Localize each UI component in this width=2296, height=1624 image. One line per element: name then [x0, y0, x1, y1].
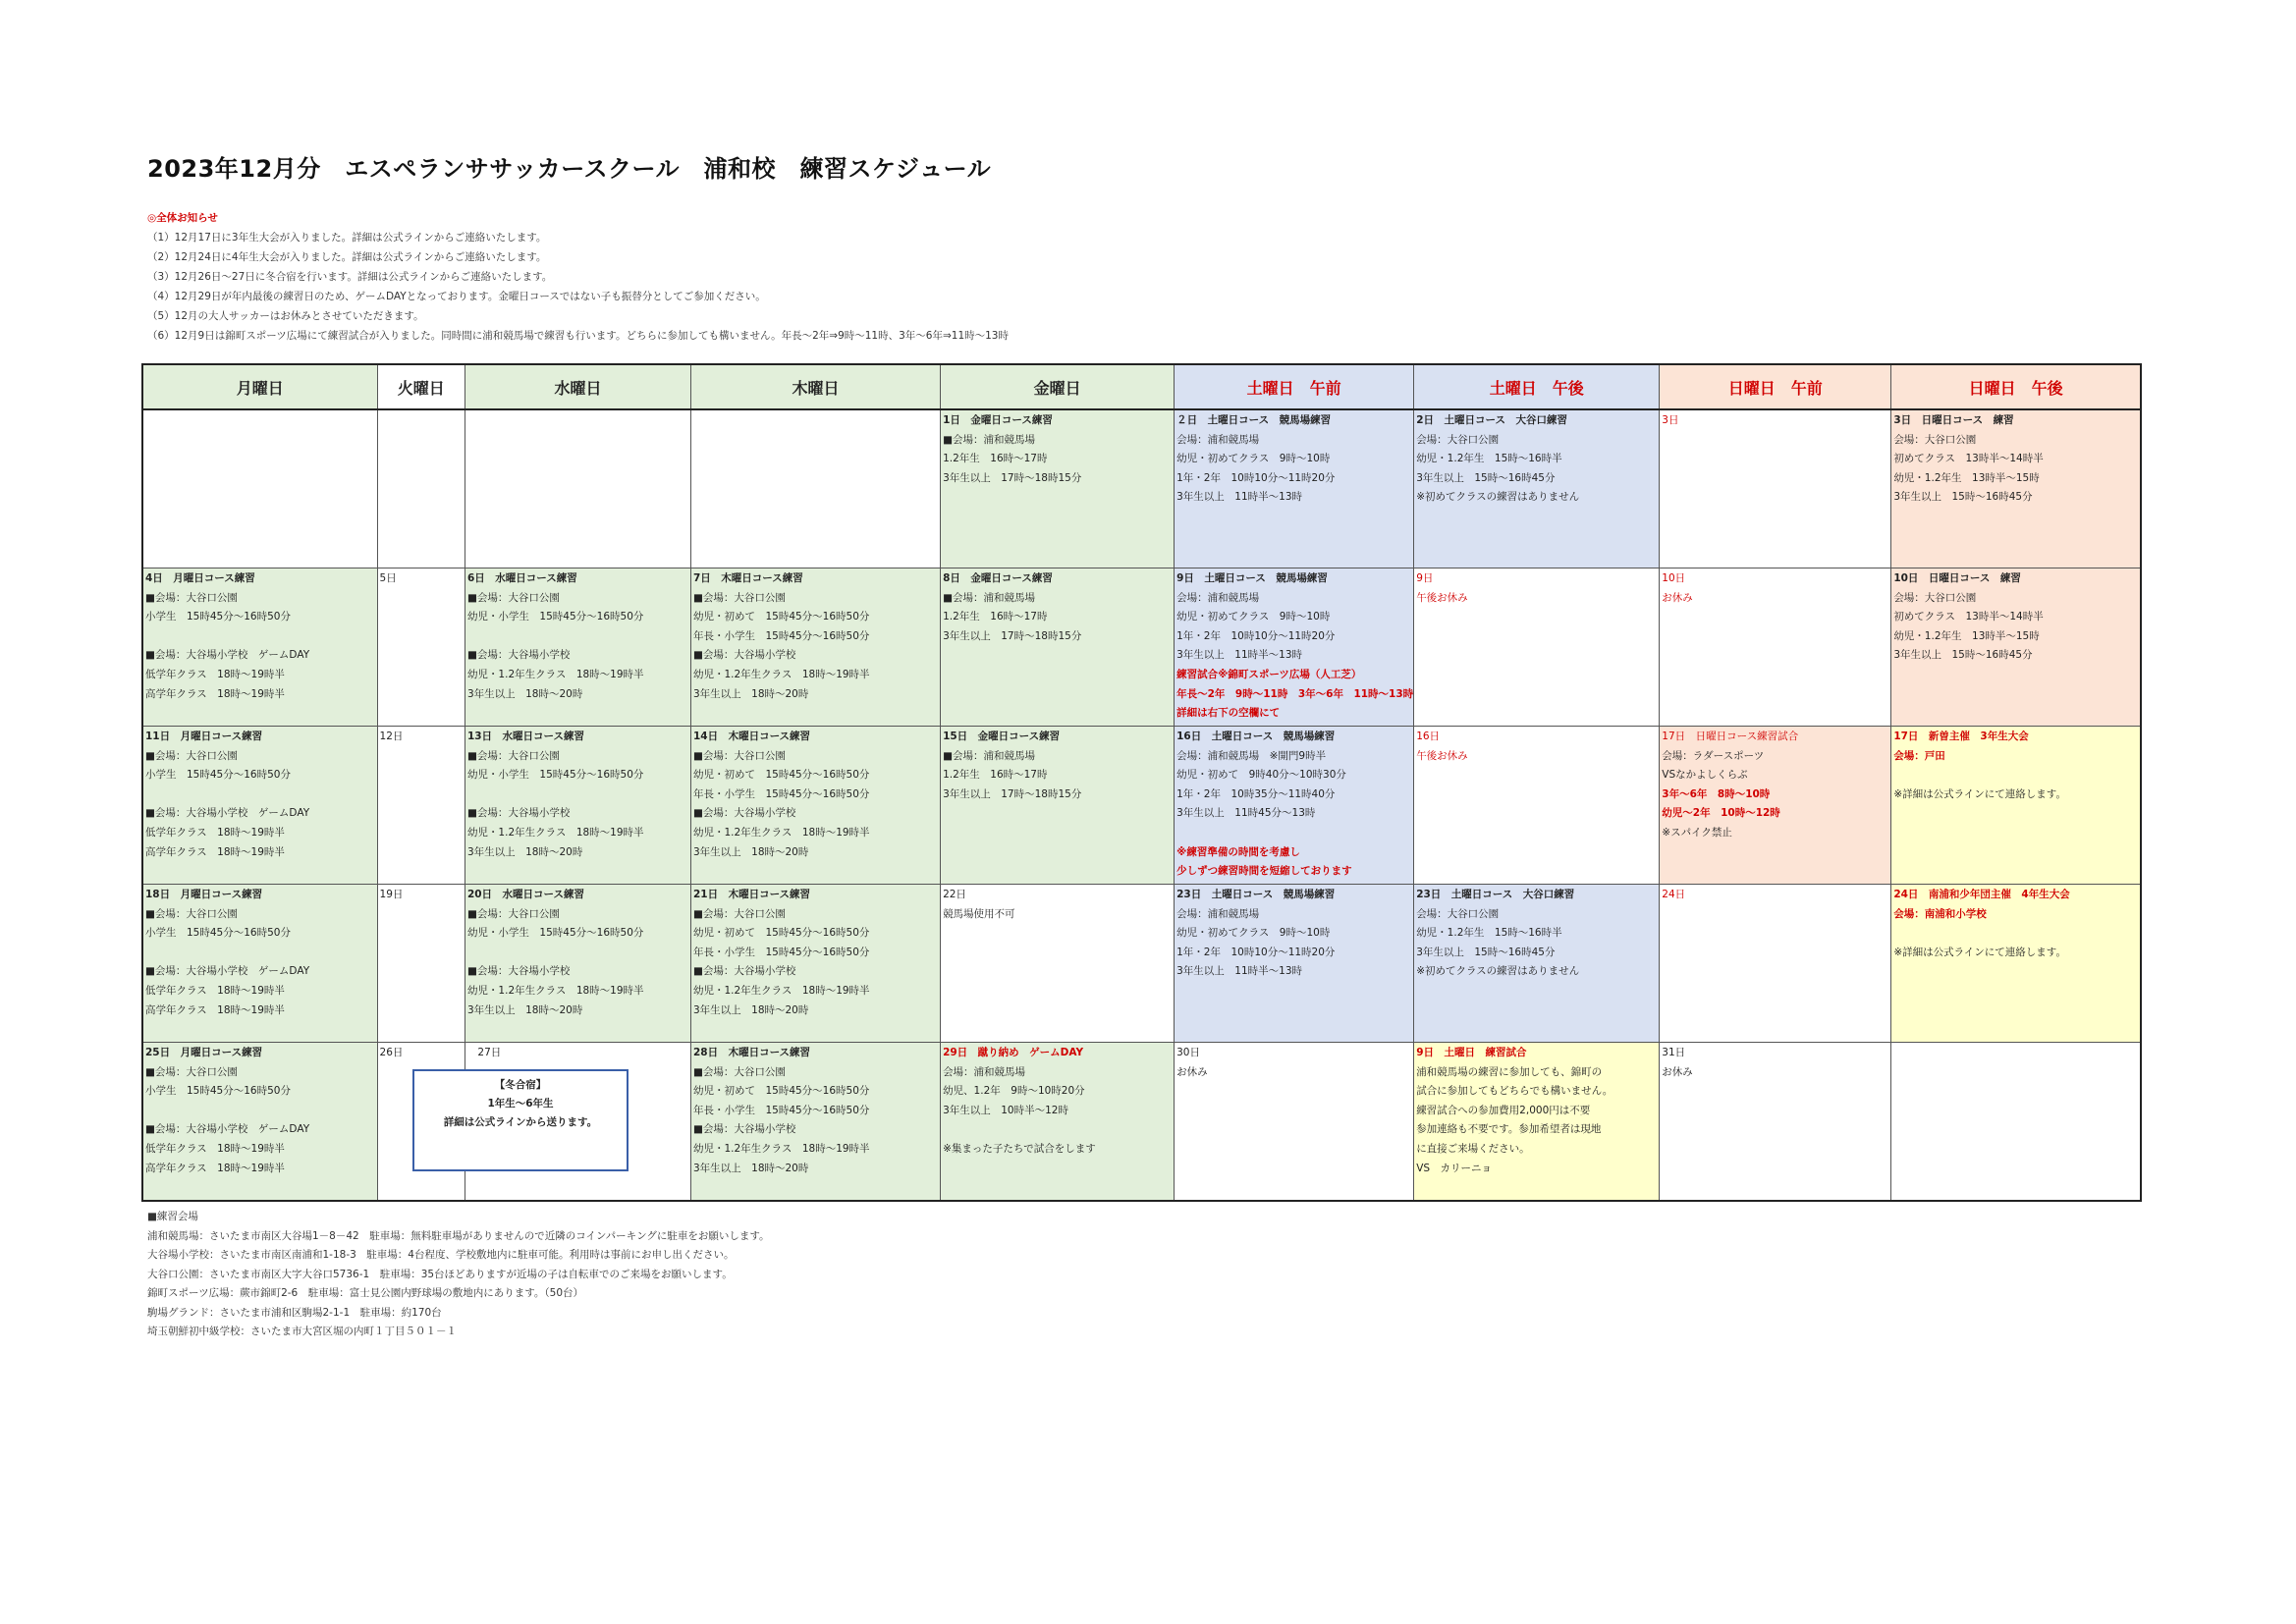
day-cell [1175, 568, 1414, 727]
day-cell [142, 727, 377, 885]
schedule-line: 3年生以上 18時～20時 [466, 1003, 583, 1016]
schedule-line: 3年生以上 10時半～12時 [943, 1104, 1068, 1116]
day-heading: 28日 木曜日コース練習 [692, 1047, 811, 1058]
schedule-line: 3年生以上 11時半～13時 [1176, 491, 1303, 504]
header-friday: 金曜日 [941, 364, 1175, 409]
schedule-line: 会場：浦和競馬場 [1176, 907, 1260, 920]
header-monday: 月曜日 [142, 364, 377, 409]
page-title: 2023年12月分 エスペランササッカースクール 浦和校 練習スケジュール [147, 155, 992, 183]
schedule-line: 3年生以上 18時～20時 [466, 687, 583, 700]
day-heading: 24日 南浦和少年団主催 4年生大会 [1893, 889, 2070, 900]
day-heading: 23日 土曜日コース 大谷口練習 [1416, 889, 1575, 900]
schedule-line: ※初めてクラスの練習はありません [1416, 491, 1580, 504]
schedule-line: ■会場：大谷口公園 [466, 907, 560, 920]
day-heading: 6日 水曜日コース練習 [466, 572, 577, 584]
schedule-line: 幼児・1.2年生クラス 18時～19時半 [692, 668, 870, 680]
schedule-line: ■会場：浦和競馬場 [943, 749, 1035, 762]
winter-camp-box [412, 1069, 629, 1171]
day-heading: 16日 土曜日コース 競馬場練習 [1176, 731, 1336, 742]
schedule-line: ※練習準備の時間を考慮し [1176, 845, 1300, 858]
schedule-line: 会場：大谷口公園 [1893, 433, 1977, 446]
schedule-line: 幼児・1.2年生クラス 18時～19時半 [466, 984, 644, 997]
venue-list [147, 1208, 770, 1342]
schedule-line: ■会場：浦和競馬場 [943, 591, 1035, 604]
schedule-line: 1.2年生 16時～17時 [943, 611, 1048, 623]
day-heading: 12日 [379, 731, 404, 742]
schedule-line: 高学年クラス 18時～19時半 [145, 1003, 285, 1016]
schedule-line: 幼児・初めて 15時45分～16時50分 [692, 1085, 870, 1098]
day-heading: 11日 月曜日コース練習 [145, 731, 263, 742]
schedule-line: 幼児・初めてクラス 9時～10時 [1176, 611, 1331, 623]
day-cell [941, 409, 1175, 568]
schedule-line: 3年生以上 15時～16時45分 [1416, 946, 1556, 958]
schedule-line: お休み [1662, 1065, 1693, 1078]
schedule-line: 幼児～2年 10時～12時 [1662, 807, 1780, 820]
schedule-line: ■会場：大谷口公園 [692, 591, 786, 604]
notice-item: （3）12月26日～27日に冬合宿を行います。詳細は公式ラインからご連絡いたします。 [147, 271, 553, 283]
schedule-line: 幼児・1.2年生 13時半～15時 [1893, 629, 2040, 642]
header-thursday: 木曜日 [690, 364, 940, 409]
schedule-line: ■会場：大谷場小学校 [692, 807, 796, 820]
venue-item: 駒場グランド：さいたま市浦和区駒場2-1-1 駐車場：約170台 [147, 1306, 442, 1319]
day-cell [1660, 568, 1891, 727]
schedule-line: 小学生 15時45分～16時50分 [145, 927, 291, 940]
schedule-line: ■会場：大谷場小学校 [466, 965, 571, 978]
schedule-line: ■会場：大谷場小学校 ゲームDAY [145, 649, 310, 662]
header-saturday-pm: 土曜日 午後 [1414, 364, 1660, 409]
day-cell [941, 727, 1175, 885]
day-heading: 3日 [1662, 414, 1679, 426]
day-heading: 7日 木曜日コース練習 [692, 572, 803, 584]
day-heading: 29日 蹴り納め ゲームDAY [943, 1047, 1084, 1058]
schedule-line [145, 627, 375, 647]
day-heading: 21日 木曜日コース練習 [692, 889, 811, 900]
schedule-line: 3年生以上 15時～16時45分 [1893, 649, 2033, 662]
schedule-line: 1年・2年 10時35分～11時40分 [1176, 787, 1336, 800]
notices-heading: ◎全体お知らせ [147, 212, 218, 224]
schedule-line: 年長・小学生 15時45分～16時50分 [692, 629, 870, 642]
schedule-line: ■会場：大谷口公園 [145, 749, 238, 762]
schedule-line: 低学年クラス 18時～19時半 [145, 668, 285, 680]
schedule-line [467, 627, 688, 647]
schedule-line: 3年生以上 18時～20時 [692, 845, 809, 858]
day-cell [1891, 885, 2141, 1043]
day-heading: 27日 [466, 1047, 502, 1058]
day-heading: 14日 木曜日コース練習 [692, 731, 811, 742]
day-heading: 18日 月曜日コース練習 [145, 889, 263, 900]
day-cell [465, 568, 690, 727]
schedule-line: 年長・小学生 15時45分～16時50分 [692, 946, 870, 958]
day-cell [1414, 409, 1660, 568]
week-row [142, 885, 2141, 1043]
schedule-line: ■会場：大谷口公園 [145, 591, 238, 604]
week-row [142, 568, 2141, 727]
schedule-line: 幼児・小学生 15時45分～16時50分 [466, 769, 644, 782]
schedule-line: 試合に参加してもどちらでも構いません。 [1416, 1085, 1613, 1098]
notice-item: （2）12月24日に4年生大会が入りました。詳細は公式ラインからご連絡いたします。 [147, 251, 547, 263]
day-cell [941, 568, 1175, 727]
schedule-line: ■会場：大谷場小学校 ゲームDAY [145, 965, 310, 978]
day-cell [690, 885, 940, 1043]
schedule-line: 会場：浦和競馬場 [1176, 433, 1260, 446]
day-heading: 5日 [379, 572, 397, 584]
notice-item: （1）12月17日に3年生大会が入りました。詳細は公式ラインからご連絡いたします。 [147, 232, 547, 244]
day-cell [690, 727, 940, 885]
day-heading: 16日 [1416, 731, 1441, 742]
schedule-line: 3年生以上 11時半～13時 [1176, 649, 1303, 662]
venue-item: 埼玉朝鮮初中級学校：さいたま市大宮区堀の内町１丁目５０１－１ [147, 1326, 457, 1337]
schedule-line: 練習試合※錦町スポーツ広場（人工芝） [1176, 668, 1362, 680]
schedule-line: 会場：浦和競馬場 [1176, 591, 1260, 604]
schedule-line: ■会場：大谷口公園 [145, 1065, 238, 1078]
schedule-line: 会場：南浦和小学校 [1893, 907, 1987, 920]
schedule-line: 幼児・初めて 9時40分～10時30分 [1176, 769, 1346, 782]
header-tuesday: 火曜日 [377, 364, 465, 409]
day-cell [690, 409, 940, 568]
venue-item: 錦町スポーツ広場：蕨市錦町2-6 駐車場：富士見公園内野球場の敷地内にあります。（50台） [147, 1287, 583, 1299]
venues-heading: ■練習会場 [147, 1211, 198, 1222]
schedule-line: 競馬場使用不可 [943, 907, 1015, 920]
notice-item: （6）12月9日は錦町スポーツ広場にて練習試合が入りました。同時間に浦和競馬場で練習も行います。どちらに参加しても構いません。年長～2年⇒9時～11時、3年～6年⇒11時～13時 [147, 330, 1009, 342]
schedule-line: に直接ご来場ください。 [1416, 1142, 1530, 1155]
day-cell [377, 568, 465, 727]
day-cell [1891, 1043, 2141, 1202]
notice-item: （5）12月の大人サッカーはお休みとさせていただきます。 [147, 310, 424, 322]
schedule-line: VS カリーニョ [1416, 1162, 1493, 1174]
schedule-line: 幼児・1.2年生 15時～16時半 [1416, 453, 1562, 465]
schedule-line: ※詳細は公式ラインにて連絡します。 [1893, 787, 2066, 800]
schedule-line: 幼児・初めて 15時45分～16時50分 [692, 927, 870, 940]
week-row [142, 409, 2141, 568]
camp-details: 詳細は公式ラインから送ります。 [443, 1116, 598, 1128]
day-heading: 17日 日曜日コース練習試合 [1662, 731, 1799, 742]
notice-item: （4）12月29日が年内最後の練習日のため、ゲームDAYとなっております。金曜日コースではない子も振替分としてご参加ください。 [147, 291, 766, 302]
schedule-line: 幼児・1.2年生クラス 18時～19時半 [466, 826, 644, 839]
schedule-line: 年長～2年 9時～11時 3年～6年 11時～13時 [1176, 687, 1414, 700]
day-cell [941, 1043, 1175, 1202]
schedule-line: 1.2年生 16時～17時 [943, 453, 1048, 465]
schedule-line: 幼児・小学生 15時45分～16時50分 [466, 927, 644, 940]
day-cell [377, 885, 465, 1043]
schedule-line: 高学年クラス 18時～19時半 [145, 845, 285, 858]
schedule-line: 小学生 15時45分～16時50分 [145, 769, 291, 782]
day-cell [1660, 727, 1891, 885]
schedule-line: ■会場：大谷場小学校 [692, 965, 796, 978]
schedule-line: 会場：浦和競馬場 [943, 1065, 1026, 1078]
schedule-line: 会場：大谷口公園 [1416, 907, 1500, 920]
day-heading: 9日 土曜日コース 競馬場練習 [1176, 572, 1328, 584]
day-cell [1414, 885, 1660, 1043]
header-saturday-am: 土曜日 午前 [1175, 364, 1414, 409]
schedule-line: ※集まった子たちで試合をします [943, 1142, 1096, 1155]
schedule-line: 詳細は右下の空欄にて [1176, 707, 1281, 720]
day-cell [1660, 885, 1891, 1043]
schedule-line: ■会場：大谷口公園 [692, 907, 786, 920]
header-wednesday: 水曜日 [465, 364, 690, 409]
schedule-line: 午後お休み [1416, 749, 1468, 762]
schedule-line: 低学年クラス 18時～19時半 [145, 984, 285, 997]
schedule-line: 参加連絡も不要です。参加希望者は現地 [1416, 1123, 1602, 1136]
schedule-line: 幼児、1.2年 9時～10時20分 [943, 1085, 1085, 1098]
day-cell [142, 1043, 377, 1202]
schedule-line: 年長・小学生 15時45分～16時50分 [692, 1104, 870, 1116]
schedule-line: ■会場：大谷口公園 [466, 749, 560, 762]
schedule-line [1176, 824, 1411, 843]
schedule-line: 1.2年生 16時～17時 [943, 769, 1048, 782]
schedule-line: ※初めてクラスの練習はありません [1416, 965, 1580, 978]
day-cell [142, 409, 377, 568]
day-cell [1175, 1043, 1414, 1202]
schedule-line [943, 1120, 1172, 1140]
schedule-line: 3年生以上 18時～20時 [692, 687, 809, 700]
day-cell [377, 409, 465, 568]
day-heading: 2日 土曜日コース 大谷口練習 [1416, 414, 1567, 426]
schedule-line: 会場：浦和競馬場 ※開門9時半 [1176, 749, 1327, 762]
schedule-line: ■会場：大谷場小学校 [692, 1123, 796, 1136]
venue-item: 浦和競馬場：さいたま市南区大谷場1－8－42 駐車場：無料駐車場がありませんので近隣のコインパーキングに駐車をお願いします。 [147, 1229, 770, 1242]
day-cell [465, 727, 690, 885]
schedule-line: VSなかよしくらぶ [1662, 769, 1748, 782]
day-heading: 9日 土曜日 練習試合 [1416, 1047, 1527, 1058]
schedule-line: 3年生以上 15時～16時45分 [1893, 491, 2033, 504]
day-heading: 31日 [1662, 1047, 1686, 1058]
schedule-line: 幼児・1.2年生 13時半～15時 [1893, 471, 2040, 484]
day-heading: 17日 新曽主催 3年生大会 [1893, 731, 2029, 742]
schedule-line: ■会場：大谷場小学校 ゲームDAY [145, 1123, 310, 1136]
schedule-line: 幼児・初めてクラス 9時～10時 [1176, 927, 1331, 940]
schedule-line: 3年～6年 8時～10時 [1662, 787, 1771, 800]
schedule-line: 3年生以上 11時45分～13時 [1176, 807, 1316, 820]
schedule-line: 幼児・1.2年生クラス 18時～19時半 [466, 668, 644, 680]
schedule-line: 会場：大谷口公園 [1416, 433, 1500, 446]
schedule-line [1893, 766, 2138, 785]
day-heading: 9日 [1416, 572, 1434, 584]
week-row [142, 727, 2141, 885]
schedule-line: 会場：大谷口公園 [1893, 591, 1977, 604]
day-heading: 8日 金曜日コース練習 [943, 572, 1053, 584]
day-cell [690, 1043, 940, 1202]
schedule-line: 小学生 15時45分～16時50分 [145, 1085, 291, 1098]
schedule-line: 3年生以上 18時～20時 [692, 1162, 809, 1174]
schedule-line: 低学年クラス 18時～19時半 [145, 826, 285, 839]
schedule-line: 1年・2年 10時10分～11時20分 [1176, 471, 1336, 484]
header-row [142, 364, 2141, 409]
schedule-line: ■会場：大谷口公園 [145, 907, 238, 920]
camp-title: 【冬合宿】 [494, 1079, 547, 1091]
schedule-line: ■会場：大谷口公園 [692, 749, 786, 762]
schedule-line: 3年生以上 17時～18時15分 [943, 787, 1082, 800]
schedule-line: 初めてクラス 13時半～14時半 [1893, 611, 2044, 623]
schedule-line: 幼児・1.2年生クラス 18時～19時半 [692, 1142, 870, 1155]
schedule-line: 午後お休み [1416, 591, 1468, 604]
schedule-line: 低学年クラス 18時～19時半 [145, 1142, 285, 1155]
header-sunday-am: 日曜日 午前 [1660, 364, 1891, 409]
day-heading: 1日 金曜日コース練習 [943, 414, 1053, 426]
header-sunday-pm: 日曜日 午後 [1891, 364, 2141, 409]
day-heading: 3日 日曜日コース 練習 [1893, 414, 2014, 426]
schedule-line: 1年・2年 10時10分～11時20分 [1176, 946, 1336, 958]
day-heading: 30日 [1176, 1047, 1200, 1058]
day-cell [690, 568, 940, 727]
day-heading: ２日 土曜日コース 競馬場練習 [1176, 414, 1332, 426]
schedule-line [145, 785, 375, 805]
schedule-line: 1年・2年 10時10分～11時20分 [1176, 629, 1336, 642]
day-cell [1414, 568, 1660, 727]
day-heading: 23日 土曜日コース 競馬場練習 [1176, 889, 1336, 900]
schedule-line: ■会場：大谷場小学校 [466, 807, 571, 820]
day-cell [1891, 409, 2141, 568]
day-cell [1891, 568, 2141, 727]
day-heading: 15日 金曜日コース練習 [943, 731, 1061, 742]
day-heading: 20日 水曜日コース練習 [466, 889, 585, 900]
day-heading: 24日 [1662, 889, 1686, 900]
day-cell [377, 727, 465, 885]
schedule-line: ■会場：大谷場小学校 [466, 649, 571, 662]
schedule-line [467, 785, 688, 805]
day-cell [142, 885, 377, 1043]
day-cell [941, 885, 1175, 1043]
day-cell [465, 409, 690, 568]
general-notices [147, 208, 1009, 346]
schedule-line [467, 944, 688, 963]
day-heading: 19日 [379, 889, 404, 900]
day-heading: 10日 [1662, 572, 1686, 584]
schedule-line: 幼児・1.2年生クラス 18時～19時半 [692, 826, 870, 839]
schedule-line: 浦和競馬場の練習に参加しても、錦町の [1416, 1065, 1603, 1078]
day-heading: 22日 [943, 889, 966, 900]
schedule-line: お休み [1662, 591, 1693, 604]
schedule-line: 会場：ラダースポーツ [1662, 749, 1765, 762]
schedule-line: ※詳細は公式ラインにて連絡します。 [1893, 946, 2066, 958]
schedule-line: ■会場：大谷口公園 [692, 1065, 786, 1078]
day-cell [142, 568, 377, 727]
schedule-line [145, 1102, 375, 1121]
day-cell [1660, 409, 1891, 568]
schedule-line: 年長・小学生 15時45分～16時50分 [692, 787, 870, 800]
day-cell [1175, 409, 1414, 568]
schedule-line: 高学年クラス 18時～19時半 [145, 687, 285, 700]
schedule-line: 練習試合への参加費用2,000円は不要 [1416, 1104, 1591, 1116]
venue-item: 大谷口公園：さいたま市南区大字大谷口5736-1 駐車場：35台ほどありますが近場の子は自転車でのご来場をお願いします。 [147, 1268, 733, 1280]
day-heading: 10日 日曜日コース 練習 [1893, 572, 2021, 584]
day-heading: 4日 月曜日コース練習 [145, 572, 255, 584]
schedule-line: ■会場：大谷場小学校 ゲームDAY [145, 807, 310, 820]
schedule-line: 少しずつ練習時間を短縮しております [1176, 865, 1352, 878]
schedule-line: 初めてクラス 13時半～14時半 [1893, 453, 2044, 465]
schedule-line: 幼児・初めてクラス 9時～10時 [1176, 453, 1331, 465]
schedule-line: ※スパイク禁止 [1662, 826, 1732, 839]
schedule-line: 小学生 15時45分～16時50分 [145, 611, 291, 623]
schedule-line: 幼児・1.2年生 15時～16時半 [1416, 927, 1562, 940]
day-heading: 25日 月曜日コース練習 [145, 1047, 263, 1058]
schedule-line: 幼児・初めて 15時45分～16時50分 [692, 611, 870, 623]
day-cell [1175, 885, 1414, 1043]
schedule-line: ■会場：大谷場小学校 [692, 649, 796, 662]
day-cell [1660, 1043, 1891, 1202]
camp-grades: 1年生～6年生 [487, 1098, 554, 1110]
day-cell [1891, 727, 2141, 885]
day-cell [1414, 1043, 1660, 1202]
schedule-line: 幼児・1.2年生クラス 18時～19時半 [692, 984, 870, 997]
schedule-line: 3年生以上 15時～16時45分 [1416, 471, 1556, 484]
schedule-line: 幼児・小学生 15時45分～16時50分 [466, 611, 644, 623]
schedule-line: 3年生以上 18時～20時 [692, 1003, 809, 1016]
day-heading: 26日 [379, 1047, 404, 1058]
schedule-line: ■会場：大谷口公園 [466, 591, 560, 604]
schedule-line: ■会場：浦和競馬場 [943, 433, 1035, 446]
schedule-line: 3年生以上 18時～20時 [466, 845, 583, 858]
day-cell [1175, 727, 1414, 885]
schedule-line [145, 944, 375, 963]
day-cell [1414, 727, 1660, 885]
schedule-line: 3年生以上 11時半～13時 [1176, 965, 1303, 978]
schedule-line: 高学年クラス 18時～19時半 [145, 1162, 285, 1174]
venue-item: 大谷場小学校：さいたま市南区南浦和1-18-3 駐車場：4台程度、学校敷地内に駐車可能。利用時は事前にお申し出ください。 [147, 1249, 735, 1261]
schedule-line: 会場：戸田 [1893, 749, 1945, 762]
schedule-line: 幼児・初めて 15時45分～16時50分 [692, 769, 870, 782]
schedule-line: 3年生以上 17時～18時15分 [943, 629, 1082, 642]
schedule-line: 3年生以上 17時～18時15分 [943, 471, 1082, 484]
schedule-line: お休み [1176, 1065, 1208, 1078]
day-heading: 13日 水曜日コース練習 [466, 731, 585, 742]
day-cell [465, 885, 690, 1043]
schedule-line [1893, 924, 2138, 944]
